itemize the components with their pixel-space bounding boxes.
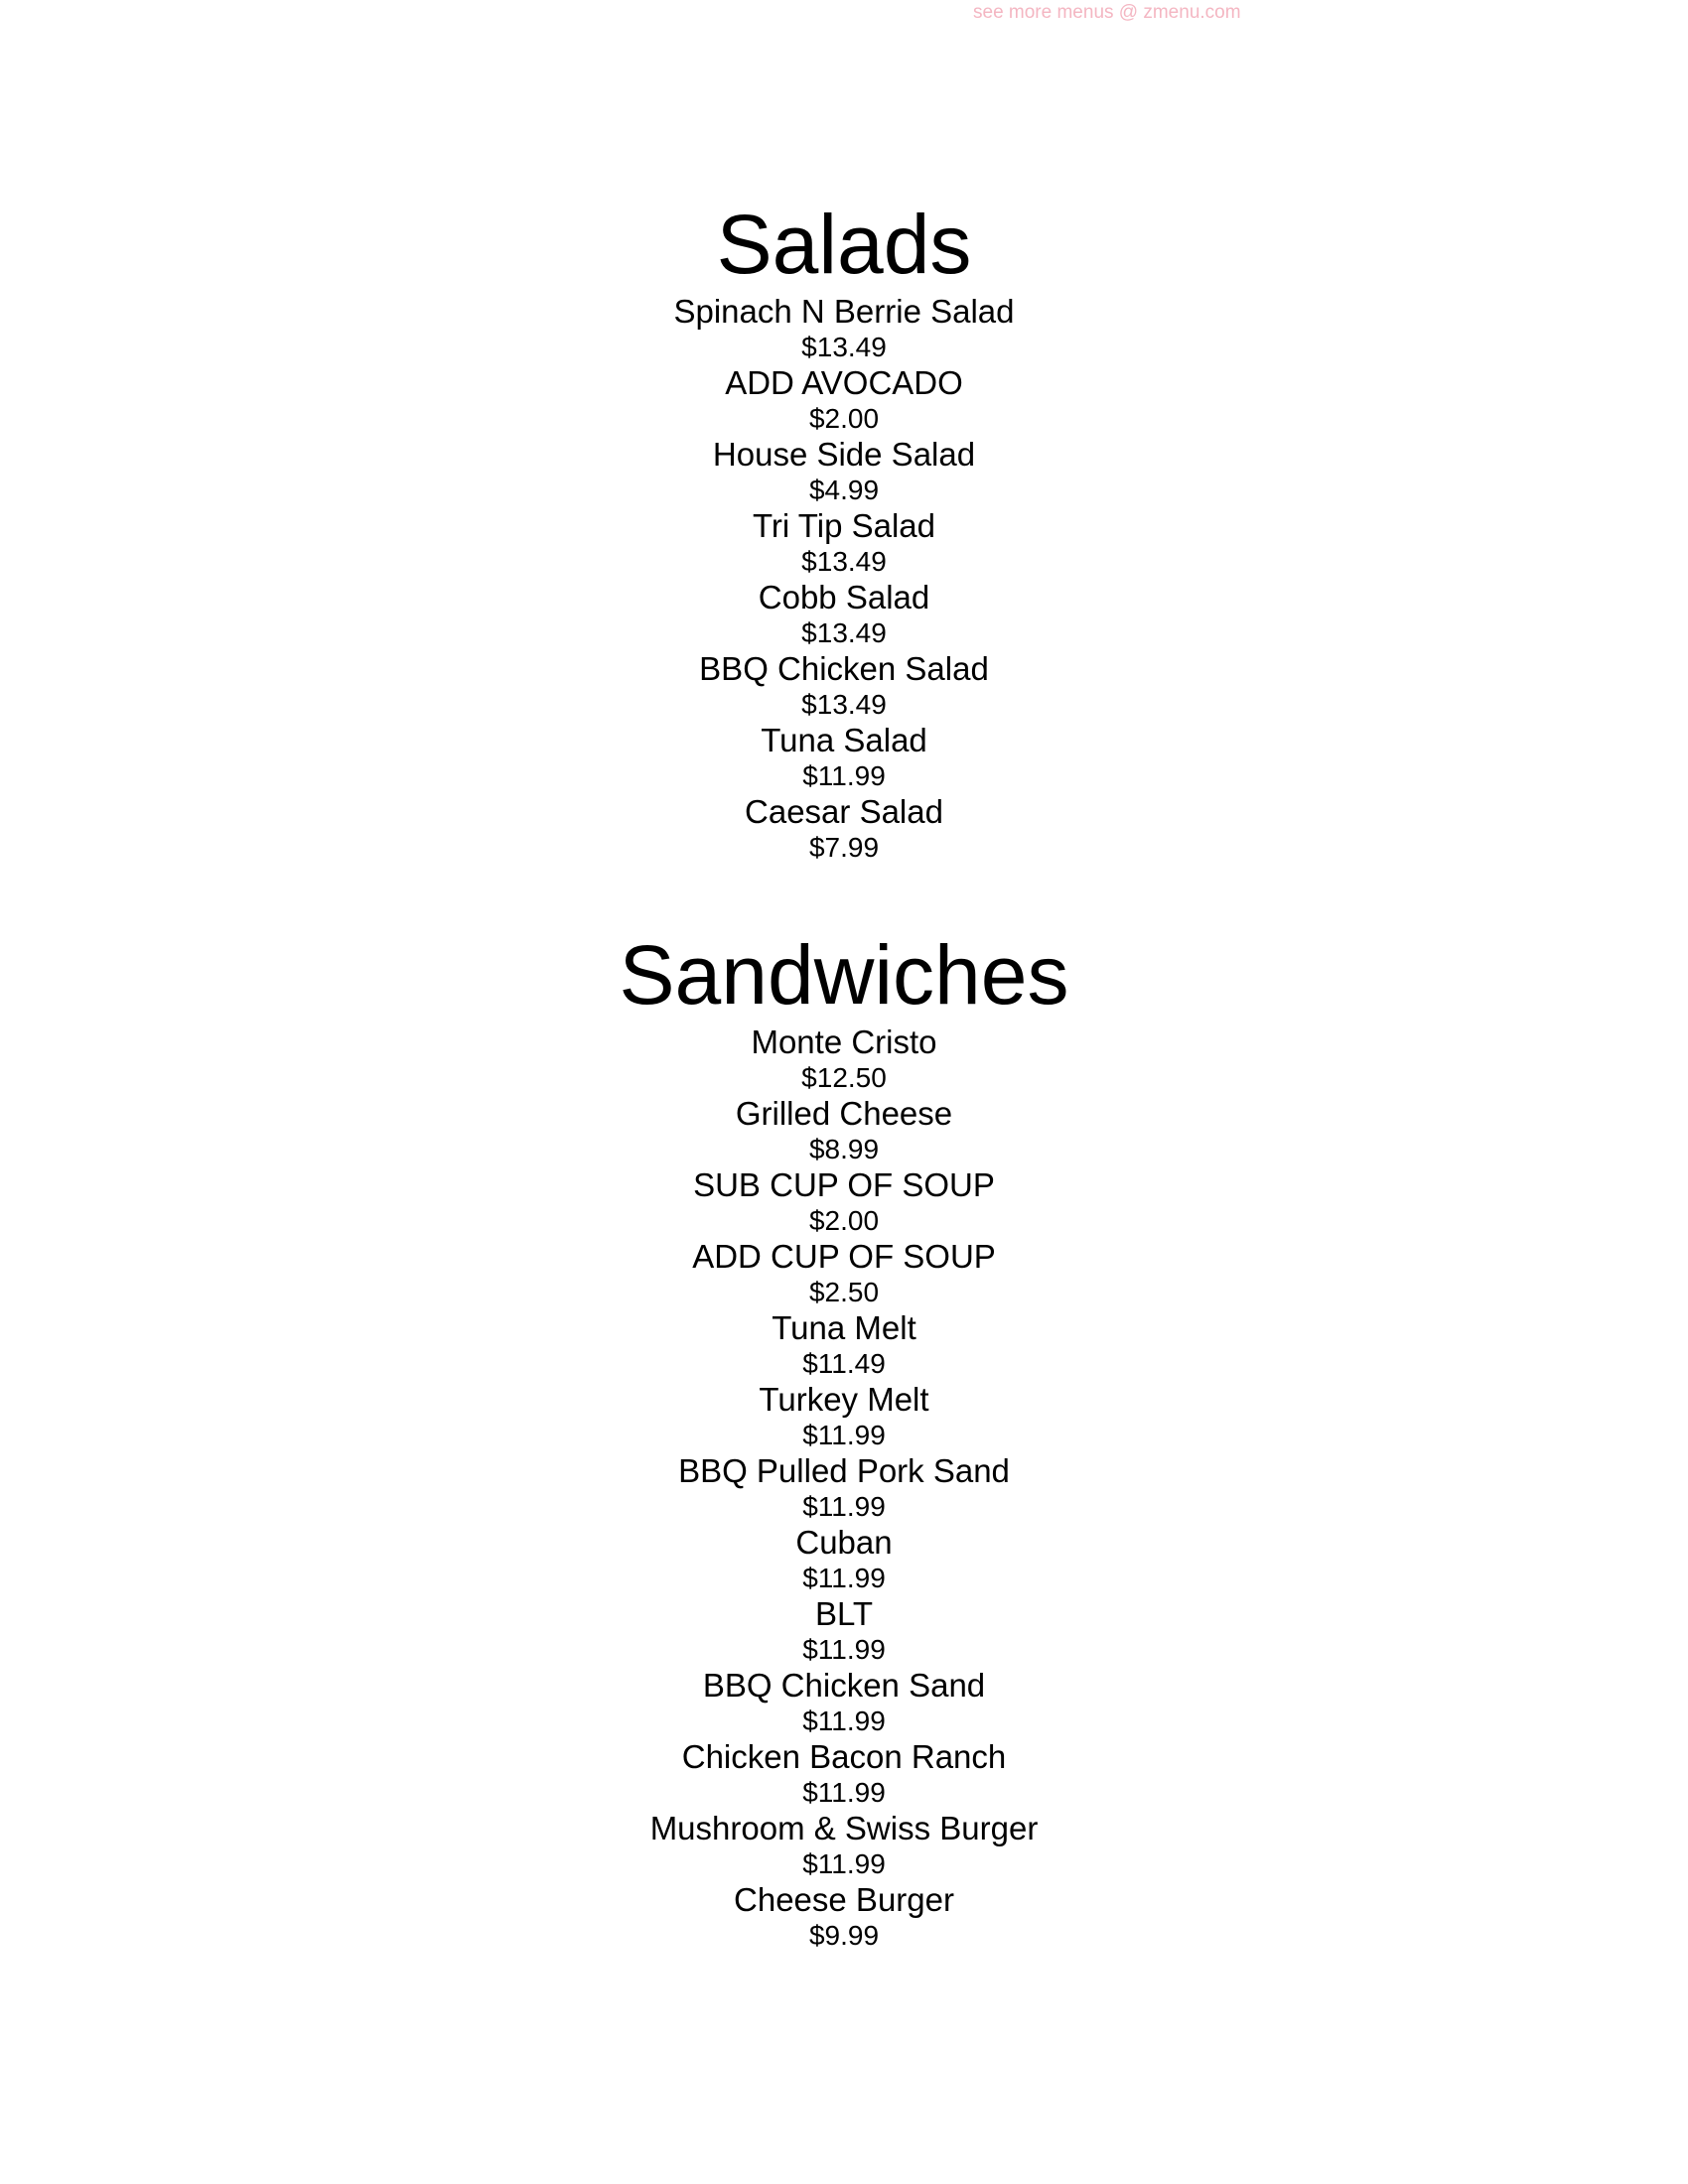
item-price: $2.50	[808, 1277, 880, 1307]
item-name: Cobb Salad	[758, 579, 930, 615]
menu-item	[0, 1453, 1688, 1525]
item-price: $13.49	[801, 689, 887, 720]
item-name: Tuna Melt	[772, 1309, 916, 1346]
item-price: $8.99	[808, 1134, 880, 1164]
item-price: $11.99	[802, 760, 886, 791]
menu-item	[0, 1811, 1688, 1882]
item-price: $12.50	[801, 1062, 887, 1093]
item-price: $9.99	[808, 1920, 880, 1951]
item-name: ADD AVOCADO	[725, 364, 963, 401]
menu-item	[0, 1096, 1688, 1167]
menu-item	[0, 723, 1688, 794]
item-price: $11.99	[802, 1563, 886, 1593]
salads-section	[0, 195, 1688, 866]
item-name: Cheese Burger	[734, 1881, 954, 1918]
item-name: BLT	[814, 1595, 874, 1632]
menu-item	[0, 1668, 1688, 1739]
item-price: $13.49	[801, 332, 887, 362]
item-name: House Side Salad	[712, 436, 976, 473]
item-price: $11.99	[802, 1848, 886, 1879]
menu-item	[0, 508, 1688, 580]
menu-item	[0, 1239, 1688, 1310]
item-price: $4.99	[808, 475, 880, 505]
item-price: $11.99	[802, 1777, 886, 1808]
watermark-link[interactable]: see more menus @ zmenu.com	[973, 2, 1241, 23]
sandwiches-section	[0, 925, 1688, 1954]
menu-item	[0, 1167, 1688, 1239]
menu-item	[0, 580, 1688, 651]
item-price: $11.99	[802, 1420, 886, 1450]
item-name: Grilled Cheese	[735, 1095, 953, 1132]
item-price: $7.99	[808, 832, 880, 863]
item-name: Monte Cristo	[751, 1024, 937, 1060]
item-name: Turkey Melt	[759, 1381, 929, 1418]
item-name: Spinach N Berrie Salad	[673, 293, 1015, 330]
item-name: Cuban	[795, 1524, 893, 1561]
item-price: $2.00	[808, 403, 880, 434]
menu-item	[0, 437, 1688, 508]
item-price: $13.49	[801, 546, 887, 577]
item-name: BBQ Pulled Pork Sand	[678, 1452, 1010, 1489]
item-price: $11.99	[802, 1491, 886, 1522]
menu-item	[0, 1596, 1688, 1668]
menu-item	[0, 1382, 1688, 1453]
item-name: Mushroom & Swiss Burger	[649, 1810, 1039, 1846]
menu-item	[0, 1882, 1688, 1954]
section-title-salads: Salads	[716, 198, 972, 291]
menu-item	[0, 294, 1688, 365]
menu-item	[0, 1739, 1688, 1811]
item-name: Chicken Bacon Ranch	[681, 1738, 1007, 1775]
menu-item	[0, 1525, 1688, 1596]
item-price: $11.49	[802, 1348, 886, 1379]
item-name: ADD CUP OF SOUP	[692, 1238, 996, 1275]
item-price: $11.99	[802, 1706, 886, 1736]
menu-item	[0, 1024, 1688, 1096]
item-name: BBQ Chicken Sand	[702, 1667, 986, 1704]
item-price: $11.99	[802, 1634, 886, 1665]
section-title-sandwiches: Sandwiches	[619, 928, 1069, 1022]
item-name: BBQ Chicken Salad	[699, 650, 989, 687]
menu-item	[0, 1310, 1688, 1382]
item-price: $13.49	[801, 617, 887, 648]
item-name: Caesar Salad	[745, 793, 943, 830]
item-name: Tuna Salad	[761, 722, 927, 758]
item-name: Tri Tip Salad	[752, 507, 935, 544]
item-name: SUB CUP OF SOUP	[693, 1166, 995, 1203]
menu-item	[0, 365, 1688, 437]
menu-item	[0, 651, 1688, 723]
menu-item	[0, 794, 1688, 866]
item-price: $2.00	[808, 1205, 880, 1236]
